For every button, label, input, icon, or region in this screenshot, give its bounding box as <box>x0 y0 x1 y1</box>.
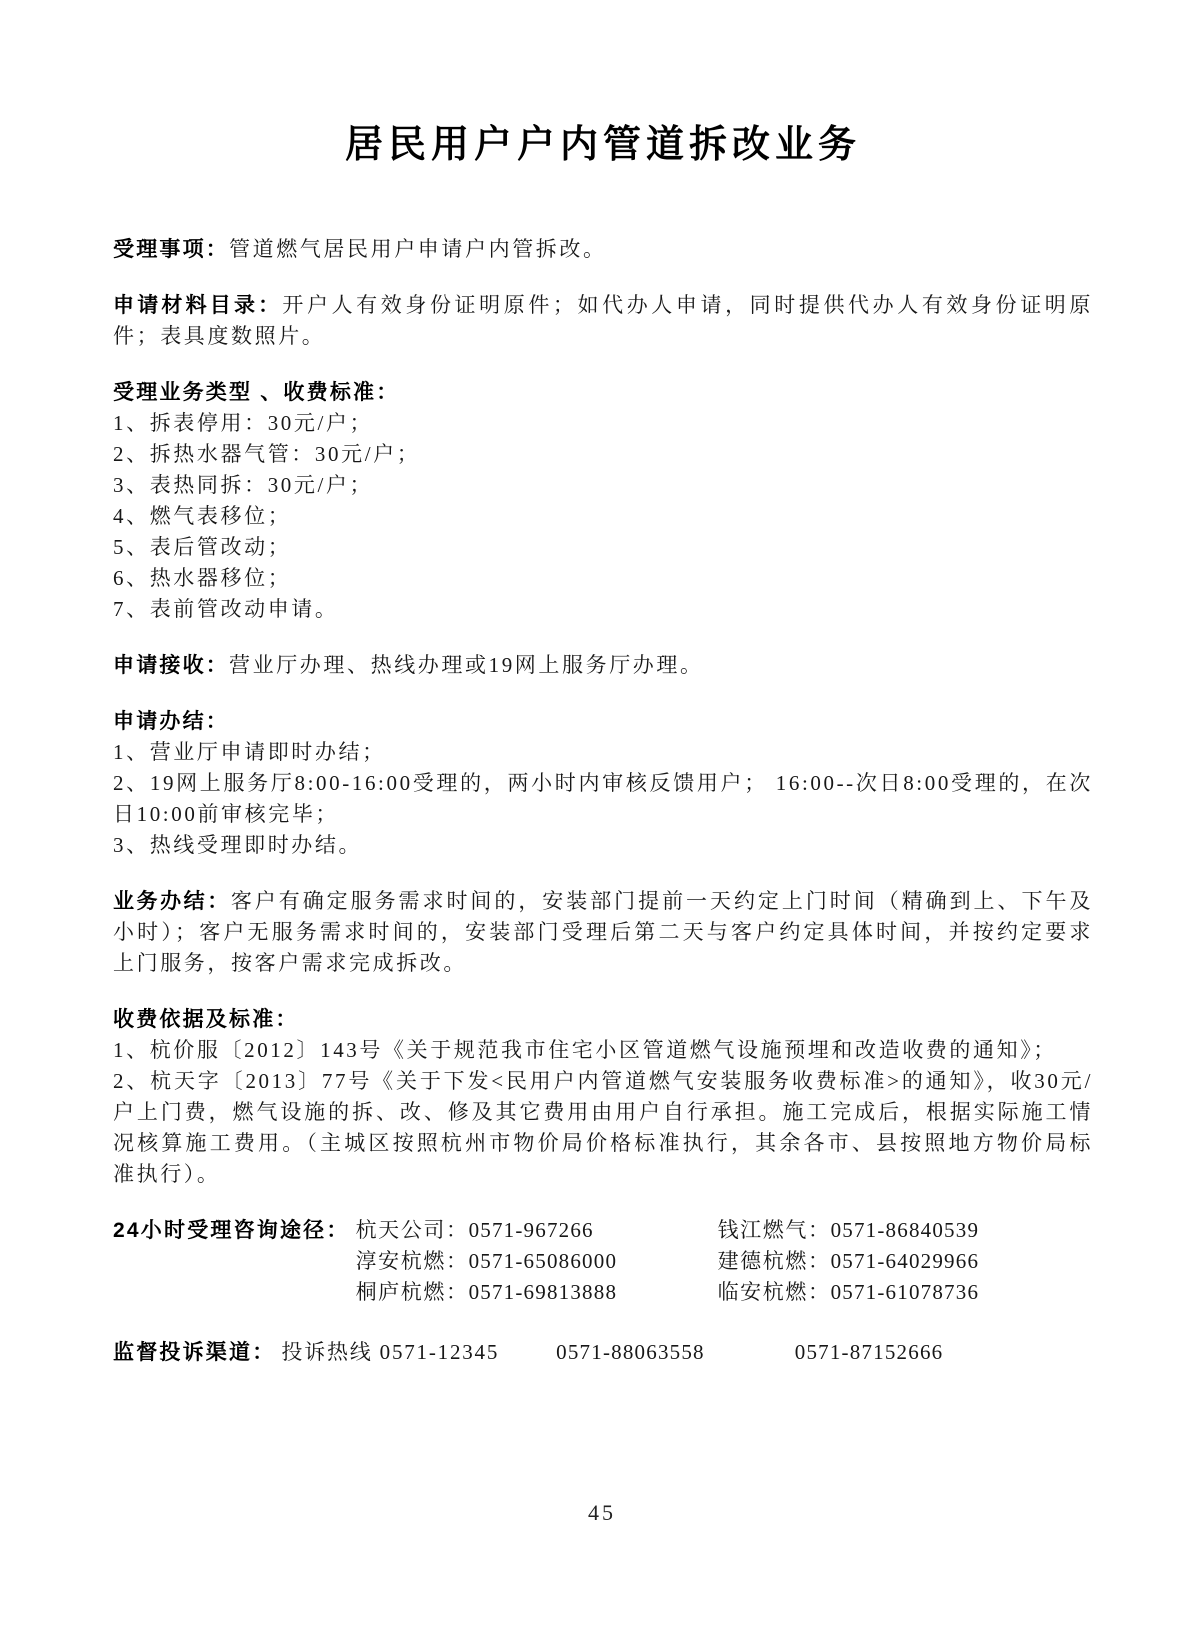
section-application-complete <box>113 706 1093 861</box>
list-item: 2、杭天字〔2013〕77号《关于下发<民用户内管道燃气安装服务收费标准>的通知》，收30元/户上门费，燃气设施的拆、改、修及其它费用由用户自行承担。施工完成后，根据实际施工情况核算施工费用。（主城区按照杭州市物价局价格标准执行，其余各市、县按照地方物价局标准执行）。 <box>113 1069 1093 1186</box>
complaint-hotline-text: 投诉热线 0571-12345 <box>281 1340 500 1364</box>
section-materials <box>113 290 1093 352</box>
application-complete-label: 申请办结： <box>113 710 229 733</box>
list-item: 7、表前管改动申请。 <box>113 597 339 621</box>
contact-phone: 0571-65086000 <box>468 1249 618 1273</box>
section-fee-basis <box>113 1004 1093 1190</box>
contact-entry <box>356 1215 718 1246</box>
list-item: 6、热水器移位； <box>113 566 292 590</box>
service-complete-label: 业务办结： <box>113 890 231 913</box>
contact-phone: 0571-69813888 <box>468 1280 618 1304</box>
section-complaint <box>113 1337 1093 1368</box>
hotline-label: 24小时受理咨询途径： <box>113 1219 350 1242</box>
section-business-types <box>113 377 1093 625</box>
business-types-label: 受理业务类型 、收费标准： <box>113 381 400 404</box>
contact-name: 桐庐杭燃： <box>355 1280 469 1304</box>
list-item: 1、拆表停用：30元/户； <box>113 411 374 435</box>
contact-entry <box>356 1246 718 1277</box>
materials-label: 申请材料目录： <box>113 294 283 317</box>
service-complete-text: 客户有确定服务需求时间的，安装部门提前一天约定上门时间（精确到上、下午及小时）；客户无服务需求时间的，安装部门受理后第二天与客户约定具体时间，并按约定要求上门服务，按客户需求完成拆改。 <box>113 889 1094 975</box>
section-hotline <box>113 1215 1093 1308</box>
list-item: 3、表热同拆：30元/户； <box>113 473 374 497</box>
contact-entry <box>718 1215 980 1246</box>
contact-entry <box>718 1246 980 1277</box>
contact-name: 淳安杭燃： <box>355 1249 469 1273</box>
list-item: 5、表后管改动； <box>113 535 292 559</box>
contact-phone: 0571-61078736 <box>830 1280 980 1304</box>
accept-matter-label: 受理事项： <box>113 238 229 261</box>
contact-phone: 0571-967266 <box>468 1218 594 1242</box>
contact-entry <box>718 1277 980 1308</box>
application-receive-text: 营业厅办理、热线办理或19网上服务厅办理。 <box>229 653 704 677</box>
section-application-receive <box>113 650 1093 681</box>
complaint-phone: 0571-87152666 <box>794 1340 944 1364</box>
section-service-complete <box>113 886 1093 979</box>
contact-name: 钱江燃气： <box>717 1218 831 1242</box>
document-content <box>113 0 1093 1368</box>
application-receive-label: 申请接收： <box>113 654 229 677</box>
complaint-phone: 0571-88063558 <box>556 1340 705 1364</box>
accept-matter-text: 管道燃气居民用户申请户内管拆改。 <box>229 237 607 261</box>
contact-phone: 0571-86840539 <box>830 1218 980 1242</box>
materials-text: 开户人有效身份证明原件；如代办人申请，同时提供代办人有效身份证明原件；表具度数照片。 <box>113 293 1094 348</box>
page-number: 45 <box>588 1500 616 1525</box>
list-item: 2、拆热水器气管：30元/户； <box>113 442 421 466</box>
list-item: 4、燃气表移位； <box>113 504 292 528</box>
list-item: 1、杭价服〔2012〕143号《关于规范我市住宅小区管道燃气设施预埋和改造收费的通知》； <box>113 1038 1057 1062</box>
contact-name: 建德杭燃： <box>717 1249 831 1273</box>
section-accept-matter <box>113 234 1093 265</box>
list-item: 1、营业厅申请即时办结； <box>113 740 386 764</box>
contact-name: 杭天公司： <box>355 1218 469 1242</box>
list-item: 3、热线受理即时办结。 <box>113 833 363 857</box>
page-title: 居民用户户内管道拆改业务 <box>344 124 861 166</box>
fee-basis-label: 收费依据及标准： <box>113 1008 299 1031</box>
contact-phone: 0571-64029966 <box>830 1249 980 1273</box>
list-item: 2、19网上服务厅8:00-16:00受理的，两小时内审核反馈用户； 16:00--次日8:00受理的，在次日10:00前审核完毕； <box>113 771 1093 826</box>
contact-entry <box>356 1277 718 1308</box>
contact-name: 临安杭燃： <box>717 1280 831 1304</box>
complaint-label: 监督投诉渠道： <box>113 1341 276 1364</box>
hotline-contact-grid <box>356 1215 980 1308</box>
